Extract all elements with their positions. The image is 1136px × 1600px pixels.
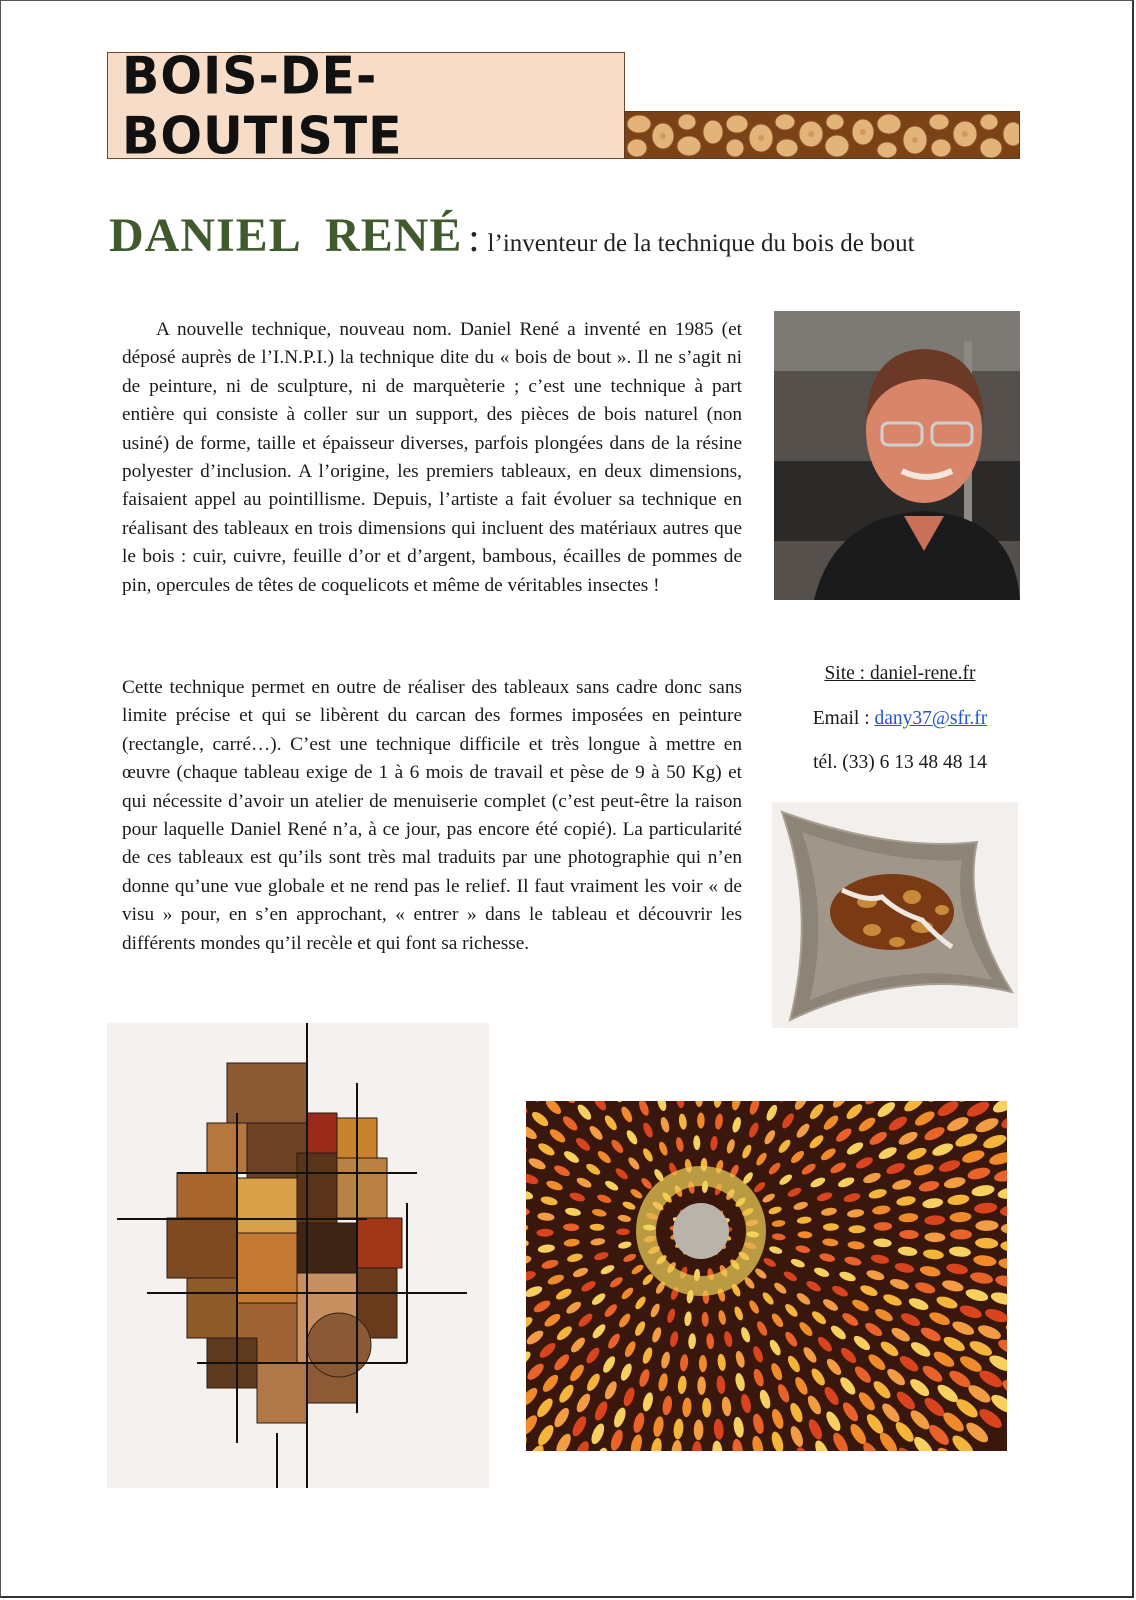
artist-name: DANIEL RENÉ [109, 209, 463, 262]
headline-subtitle: l’inventeur de la technique du bois de bout [487, 230, 915, 257]
headline [109, 208, 915, 263]
artwork-pillow [772, 802, 1018, 1028]
email-link[interactable]: dany37@sfr.fr [874, 708, 988, 729]
headline-separator: : [468, 215, 480, 260]
page-title: BOIS-DE-BOUTISTE [122, 45, 403, 166]
email-line [780, 708, 1020, 730]
site-label: Site : [824, 663, 870, 684]
site-line [780, 663, 1020, 685]
wood-slices-banner [624, 111, 1020, 159]
site-link[interactable]: daniel-rene.fr [869, 663, 976, 684]
artwork-mosaic [107, 1023, 489, 1488]
paragraph-technique: Cette technique permet en outre de réaliser des tableaux sans cadre donc sans limite précise et qui se libèrent du carcan des formes imposées en peinture (rectangle, carré…). C’est une technique difficile et très longue à mettre en œuvre (chaque tableau exige de 1 à 6 mois de travail et pèse de 9 à 50 Kg) et qui nécessite d’avoir un atelier de menuiserie complet (c’est peut-être la raison pour laquelle Daniel René n’a, à ce jour, pas encore été copié). La particularité de ces tableaux est qu’ils sont très mal traduits par une photographie qui n’en donne qu’une vue globale et ne rend pas le relief. Il faut vraiment les voir « de visu » pour, en s’en approchant, « entrer » dans le tableau et découvrir les différents mondes qu’il recèle et qui font sa richesse. [122, 677, 742, 954]
email-label: Email : [812, 708, 875, 729]
artist-portrait [774, 311, 1020, 600]
paragraph-intro: A nouvelle technique, nouveau nom. Daniel René a inventé en 1985 (et déposé auprès de l’I.N.P.I.) la technique dite du « bois de bout ». Il ne s’agit ni de peinture, ni de sculpture, ni de marquèterie ; c’est une technique à part entière qui consiste à coller sur un support, des pièces de bois naturel (non usiné) de forme, taille et épaisseur diverses, parfois plongées dans de la résine polyester d’inclusion. A l’origine, les premiers tableaux, en deux dimensions, faisaient appel au pointillisme. Depuis, l’artiste a fait évoluer sa technique en réalisant des tableaux en trois dimensions qui incluent des matériaux autres que le bois : cuir, cuivre, feuille d’or et d’argent, bambous, écailles de pommes de pin, opercules de têtes de coquelicots et même de véritables insectes ! [122, 319, 742, 596]
title-box [107, 45, 625, 166]
artwork-burst [526, 1101, 1007, 1451]
phone-number: tél. (33) 6 13 48 48 14 [813, 752, 987, 773]
